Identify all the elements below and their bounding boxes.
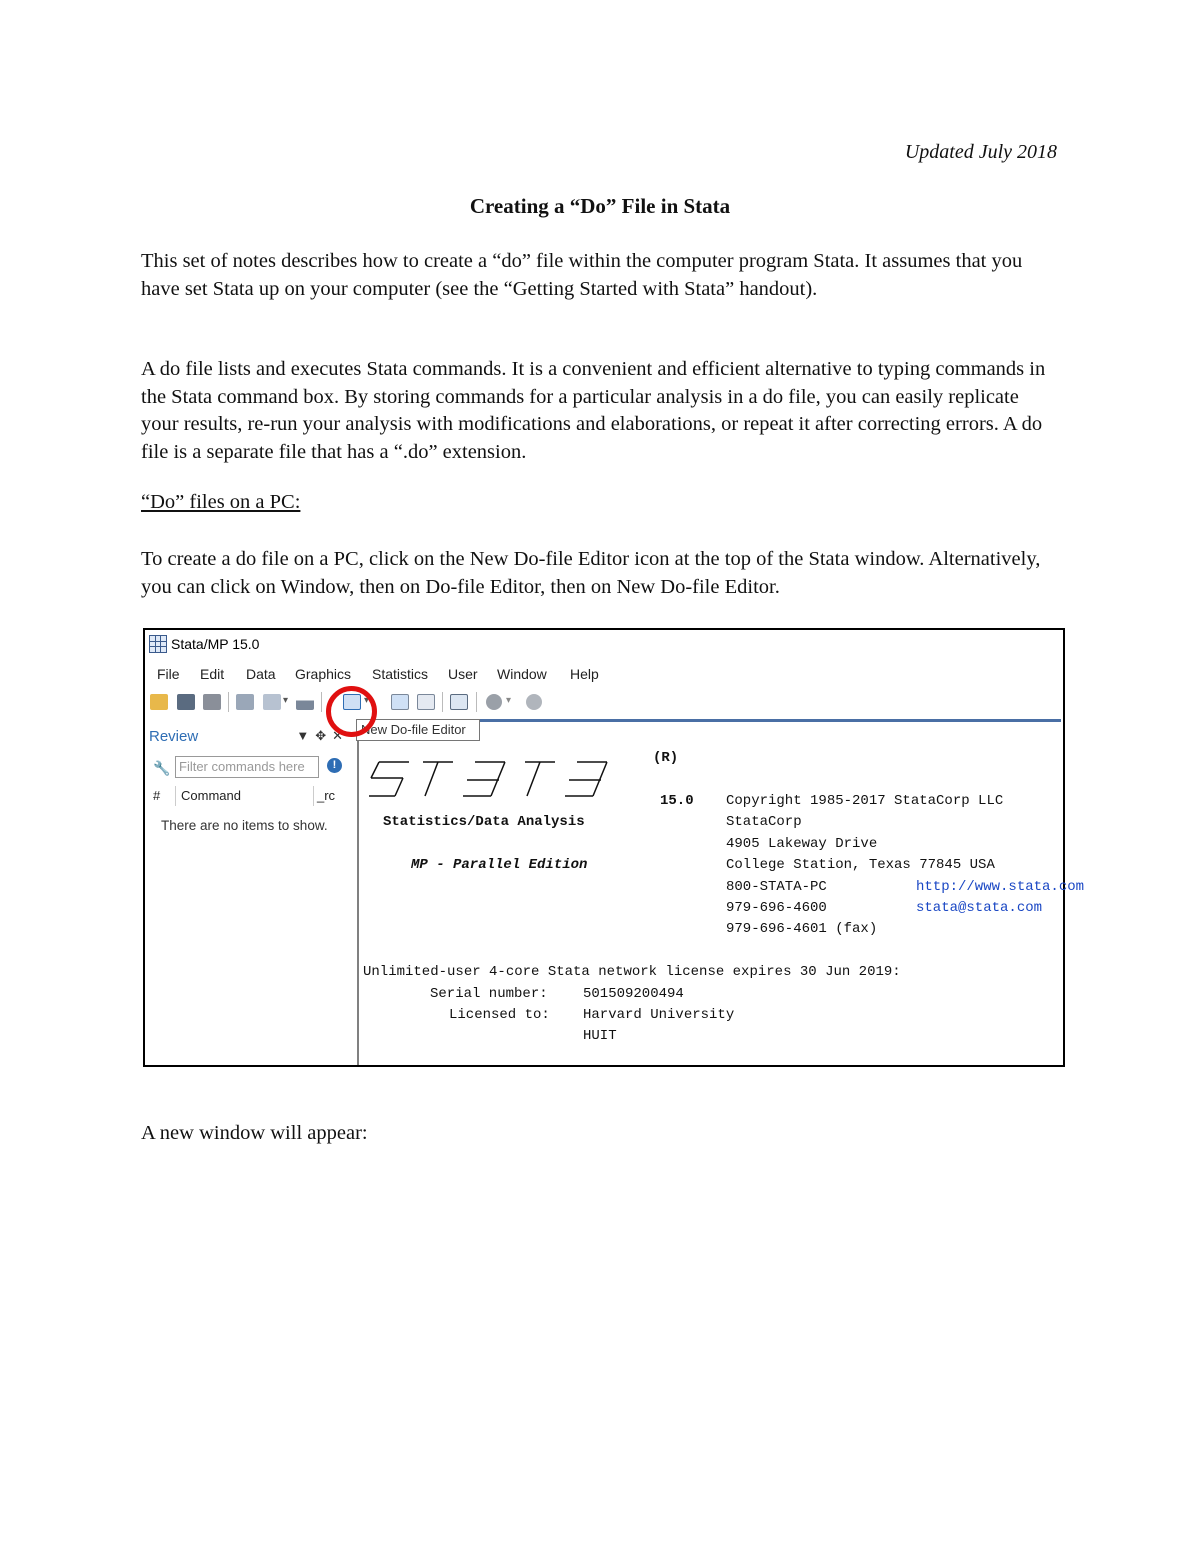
viewer-icon[interactable] — [263, 694, 281, 710]
stata-subtitle: Statistics/Data Analysis — [383, 814, 585, 830]
save-icon[interactable] — [177, 694, 195, 710]
copyright-line: Copyright 1985-2017 StataCorp LLC — [726, 793, 1004, 809]
stata-app-icon — [149, 635, 167, 653]
menu-window[interactable]: Window — [497, 666, 547, 682]
variables-manager-icon[interactable] — [450, 694, 468, 710]
print-icon[interactable] — [203, 694, 221, 710]
stata-version: 15.0 — [660, 793, 694, 809]
filter-commands-input[interactable]: Filter commands here — [175, 756, 319, 778]
stata-toolbar — [145, 689, 1063, 717]
review-column-header — [145, 786, 355, 806]
col-rc[interactable]: _rc — [317, 788, 336, 803]
licensed-label: Licensed to: — [449, 1007, 550, 1023]
menu-edit[interactable]: Edit — [200, 666, 225, 682]
data-browser-icon[interactable] — [417, 694, 435, 710]
stata-email-link[interactable]: stata@stata.com — [916, 900, 1043, 916]
review-title: Review — [149, 728, 199, 745]
wrench-icon[interactable]: 🔧 — [153, 760, 171, 776]
break-icon[interactable] — [526, 694, 542, 710]
chevron-down-icon[interactable]: ▾ — [283, 695, 289, 706]
menu-statistics[interactable]: Statistics — [372, 666, 429, 682]
highlight-circle — [326, 686, 377, 737]
licensee-value: Harvard University — [583, 1007, 735, 1023]
col-command[interactable]: Command — [181, 788, 241, 803]
chevron-down-icon[interactable]: ▾ — [364, 695, 370, 706]
stata-ascii-logo — [363, 750, 643, 812]
toolbar-separator — [321, 692, 322, 712]
registered-mark: (R) — [653, 750, 679, 766]
toolbar-separator — [476, 692, 477, 712]
stata-edition: MP - Parallel Edition — [411, 857, 588, 873]
serial-label: Serial number: — [430, 986, 548, 1002]
menu-graphics[interactable]: Graphics — [295, 666, 352, 682]
city-line: College Station, Texas 77845 USA — [726, 857, 995, 873]
menu-user[interactable]: User — [448, 666, 478, 682]
updated-date: Updated July 2018 — [904, 141, 1057, 163]
stata-window-title: Stata/MP 15.0 — [171, 636, 260, 652]
data-editor-icon[interactable] — [391, 694, 409, 710]
open-icon[interactable] — [150, 694, 168, 710]
paragraph-new-window: A new window will appear: — [141, 1122, 368, 1144]
licensee2-value: HUIT — [583, 1028, 617, 1044]
paragraph-intro: This set of notes describes how to create a “do” file within the computer program Stata. It assumes that you have set Stata up on your computer (see the “Getting Started with Stata” handout). — [141, 250, 1023, 300]
stata-window-screenshot — [143, 628, 1085, 1067]
col-number[interactable]: # — [153, 788, 161, 803]
menu-help[interactable]: Help — [570, 666, 599, 682]
more-icon[interactable] — [486, 694, 502, 710]
section-heading-pc: “Do” files on a PC: — [141, 491, 301, 513]
toolbar-separator — [228, 692, 229, 712]
serial-value: 501509200494 — [583, 986, 684, 1002]
info-icon[interactable]: ! — [327, 758, 342, 773]
chevron-down-icon[interactable]: ▾ — [506, 695, 512, 706]
review-empty-message: There are no items to show. — [161, 818, 328, 833]
stata-url-link[interactable]: http://www.stata.com — [916, 879, 1085, 895]
log-icon[interactable] — [236, 694, 254, 710]
review-pane — [145, 722, 359, 1065]
license-line: Unlimited-user 4-core Stata network license expires 30 Jun 2019: — [363, 964, 901, 980]
phone-line: 800-STATA-PC — [726, 879, 827, 895]
street-line: 4905 Lakeway Drive — [726, 836, 878, 852]
menu-data[interactable]: Data — [246, 666, 276, 682]
results-pane — [359, 722, 1085, 1065]
document-title: Creating a “Do” File in Stata — [469, 194, 731, 218]
stata-menubar — [145, 661, 1063, 687]
toolbar-separator — [442, 692, 443, 712]
graph-icon[interactable] — [296, 694, 314, 710]
paragraph-pc-instructions: To create a do file on a PC, click on the New Do-file Editor icon at the top of the Stata window. Alternatively, you can click on Window, then on Do-file Editor, then on New Do-file Editor. — [141, 548, 1041, 598]
stata-titlebar — [145, 630, 1063, 660]
fax-line: 979-696-4601 (fax) — [726, 921, 878, 937]
company-line: StataCorp — [726, 814, 802, 830]
menu-file[interactable]: File — [157, 666, 180, 682]
phone2-line: 979-696-4600 — [726, 900, 827, 916]
pin-icon[interactable]: ▼✥✕ — [296, 728, 349, 743]
paragraph-do-file-description: A do file lists and executes Stata commands. It is a convenient and efficient alternative to typing commands in the Stata command box. By storing commands for a particular analysis in a do file, you can easily replicate your results, re-run your analysis with modifications and elaborations, or repeat it after correcting errors. A do file is a separate file that has a “.do” extension. — [141, 358, 1046, 463]
new-do-file-editor-tooltip: New Do-file Editor — [356, 719, 480, 741]
